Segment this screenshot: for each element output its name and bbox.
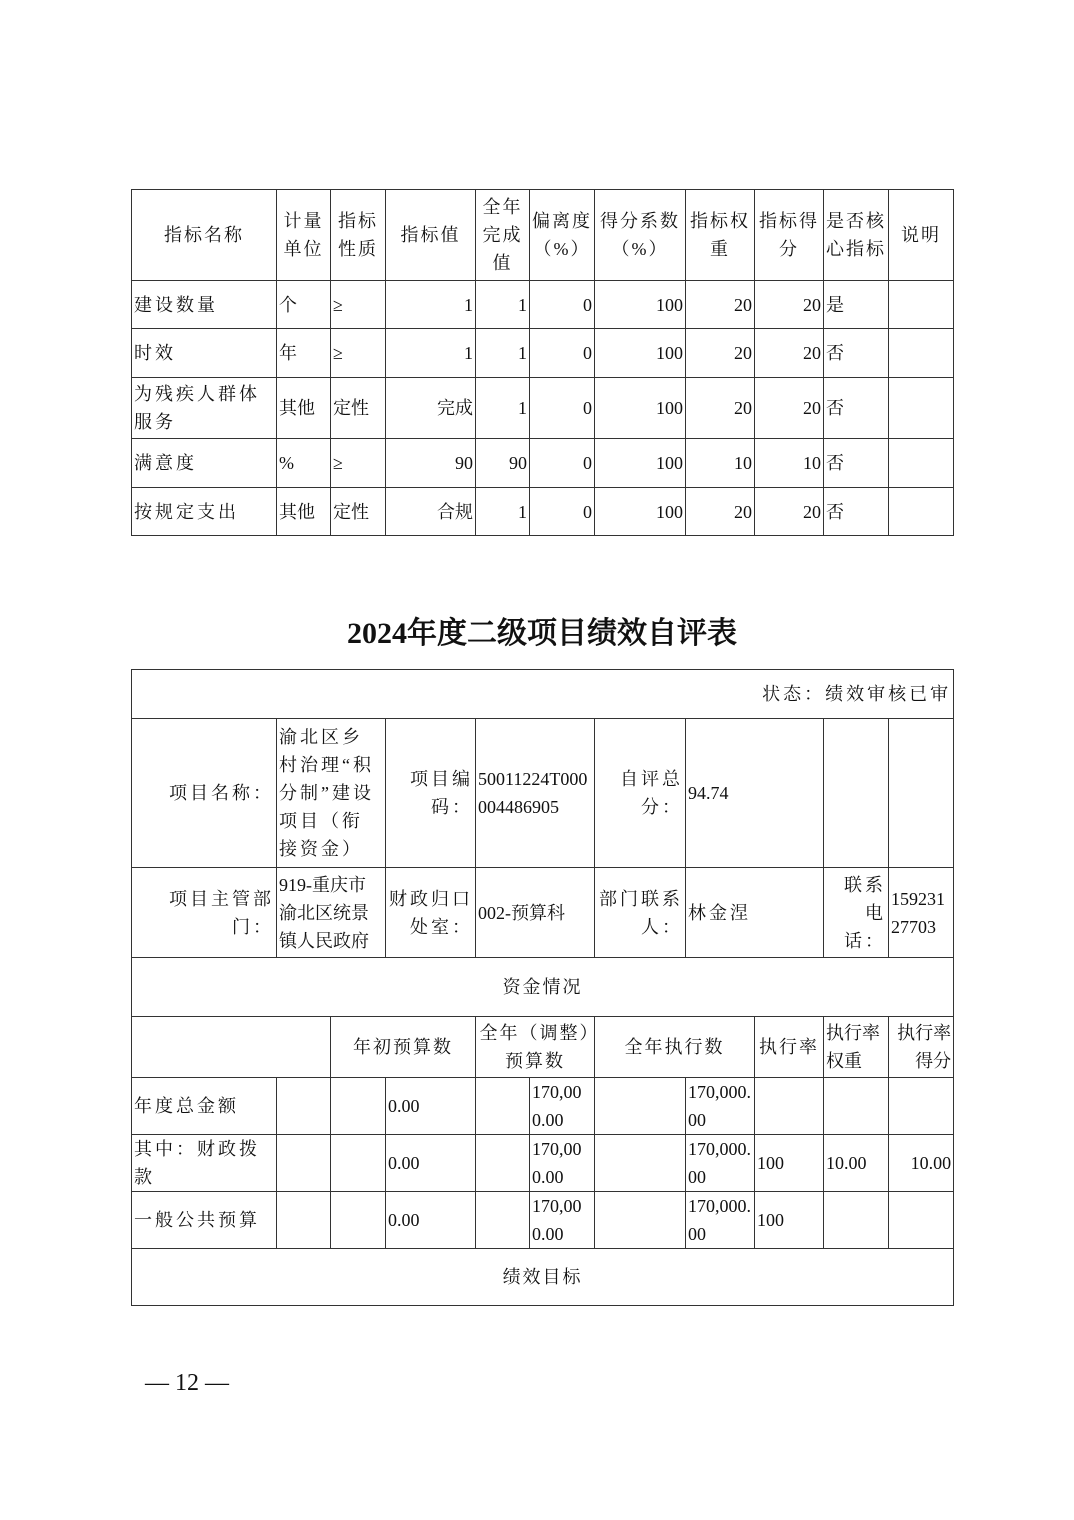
contact-value: 林金涅	[686, 868, 824, 958]
table-cell: 10	[755, 439, 824, 488]
table-cell: 20	[686, 378, 755, 439]
empty-cell	[331, 1135, 386, 1192]
funds-header: 全年（调整）预算数	[476, 1017, 595, 1078]
table-cell: 1	[476, 329, 530, 378]
column-header: 计量单位	[277, 190, 331, 281]
table-cell: 定性	[331, 378, 386, 439]
table-cell: 1	[476, 488, 530, 536]
table-cell: 否	[824, 439, 889, 488]
table-cell: 否	[824, 329, 889, 378]
table-cell: 1	[476, 281, 530, 329]
empty-cell	[595, 1078, 686, 1135]
executed-amount: 170,000.00	[686, 1135, 755, 1192]
project-name-label: 项目名称：	[132, 719, 277, 868]
table-cell: 1	[386, 329, 476, 378]
table-cell	[889, 329, 954, 378]
funds-header: 全年执行数	[595, 1017, 755, 1078]
table-cell: 否	[824, 378, 889, 439]
goals-section-header: 绩效目标	[132, 1249, 954, 1306]
rate-score: 10.00	[889, 1135, 954, 1192]
finance-office-label: 财政归口处室：	[386, 868, 476, 958]
empty-cell	[132, 1017, 331, 1078]
initial-budget: 0.00	[386, 1078, 476, 1135]
dept-value: 919-重庆市渝北区统景镇人民政府	[277, 868, 386, 958]
table-cell: 否	[824, 488, 889, 536]
empty-cell	[277, 1192, 331, 1249]
adjusted-budget: 170,000.00	[530, 1192, 595, 1249]
table-cell: 100	[595, 488, 686, 536]
funds-row	[132, 1192, 954, 1249]
table-cell: 0	[530, 439, 595, 488]
column-header: 指标值	[386, 190, 476, 281]
column-header: 偏离度（%）	[530, 190, 595, 281]
table-cell: 0	[530, 329, 595, 378]
table-cell: 0	[530, 378, 595, 439]
adjusted-budget: 170,000.00	[530, 1078, 595, 1135]
execution-rate: 100	[755, 1192, 824, 1249]
table-row	[132, 378, 954, 439]
table-cell: 1	[476, 378, 530, 439]
phone-label: 联系电话：	[824, 868, 889, 958]
table-cell	[889, 488, 954, 536]
table-cell: 20	[755, 488, 824, 536]
table-cell: ≥	[331, 329, 386, 378]
empty-cell	[824, 719, 889, 868]
table-cell: 年	[277, 329, 331, 378]
table-row	[132, 281, 954, 329]
table-cell: 是	[824, 281, 889, 329]
funds-header: 执行率权重	[824, 1017, 889, 1078]
table-cell: 100	[595, 378, 686, 439]
initial-budget: 0.00	[386, 1135, 476, 1192]
table-row	[132, 329, 954, 378]
funds-header: 年初预算数	[331, 1017, 476, 1078]
column-header: 是否核心指标	[824, 190, 889, 281]
table-cell: 合规	[386, 488, 476, 536]
execution-rate	[755, 1078, 824, 1135]
table-cell: 定性	[331, 488, 386, 536]
self-score-value: 94.74	[686, 719, 824, 868]
finance-office-value: 002-预算科	[476, 868, 595, 958]
funds-section-header: 资金情况	[132, 958, 954, 1017]
funds-row	[132, 1135, 954, 1192]
table-cell: 100	[595, 329, 686, 378]
table-cell: 20	[686, 488, 755, 536]
project-code-label: 项目编码：	[386, 719, 476, 868]
project-code-value: 50011224T000004486905	[476, 719, 595, 868]
page-title: 2024年度二级项目绩效自评表	[347, 617, 737, 650]
empty-cell	[277, 1078, 331, 1135]
table-cell	[889, 378, 954, 439]
table-cell: 为残疾人群体服务	[132, 378, 277, 439]
executed-amount: 170,000.00	[686, 1078, 755, 1135]
table-cell: 时效	[132, 329, 277, 378]
table-cell: 20	[755, 281, 824, 329]
table-cell: %	[277, 439, 331, 488]
header-row	[132, 190, 954, 281]
funds-header: 执行率得分	[889, 1017, 954, 1078]
funds-row	[132, 1078, 954, 1135]
table-cell: ≥	[331, 439, 386, 488]
adjusted-budget: 170,000.00	[530, 1135, 595, 1192]
empty-cell	[476, 1192, 530, 1249]
table-cell: 1	[386, 281, 476, 329]
table-cell: 其他	[277, 378, 331, 439]
table-cell: 20	[686, 329, 755, 378]
rate-weight	[824, 1192, 889, 1249]
table-cell: 20	[755, 329, 824, 378]
table-cell	[889, 439, 954, 488]
table-cell: ≥	[331, 281, 386, 329]
table-cell: 100	[595, 439, 686, 488]
status-text: 状态：绩效审核已审	[132, 670, 954, 719]
empty-cell	[277, 1135, 331, 1192]
empty-cell	[595, 1192, 686, 1249]
executed-amount: 170,000.00	[686, 1192, 755, 1249]
table-cell: 个	[277, 281, 331, 329]
table-cell: 20	[686, 281, 755, 329]
column-header: 说明	[889, 190, 954, 281]
table-cell	[889, 281, 954, 329]
table-row	[132, 439, 954, 488]
phone-value: 15923127703	[889, 868, 954, 958]
rate-weight: 10.00	[824, 1135, 889, 1192]
table-cell: 满意度	[132, 439, 277, 488]
page-number: — 12 —	[145, 1370, 229, 1396]
project-name-value: 渝北区乡村治理“积分制”建设项目（衔接资金）	[277, 719, 386, 868]
column-header: 得分系数（%）	[595, 190, 686, 281]
funds-row-label: 一般公共预算	[132, 1192, 277, 1249]
empty-cell	[476, 1135, 530, 1192]
table-cell: 100	[595, 281, 686, 329]
evaluation-table	[131, 669, 954, 1306]
table-cell: 10	[686, 439, 755, 488]
rate-score	[889, 1078, 954, 1135]
rate-score	[889, 1192, 954, 1249]
column-header: 指标名称	[132, 190, 277, 281]
column-header: 指标权重	[686, 190, 755, 281]
rate-weight	[824, 1078, 889, 1135]
column-header: 指标得分	[755, 190, 824, 281]
indicator-table	[131, 189, 954, 536]
table-row	[132, 488, 954, 536]
empty-cell	[476, 1078, 530, 1135]
funds-row-label: 年度总金额	[132, 1078, 277, 1135]
table-cell: 20	[755, 378, 824, 439]
table-cell: 其他	[277, 488, 331, 536]
table-cell: 90	[386, 439, 476, 488]
empty-cell	[889, 719, 954, 868]
self-score-label: 自评总分：	[595, 719, 686, 868]
initial-budget: 0.00	[386, 1192, 476, 1249]
table-cell: 0	[530, 281, 595, 329]
execution-rate: 100	[755, 1135, 824, 1192]
table-cell: 建设数量	[132, 281, 277, 329]
funds-row-label: 其中：财政拨款	[132, 1135, 277, 1192]
column-header: 全年完成值	[476, 190, 530, 281]
empty-cell	[331, 1192, 386, 1249]
dept-label: 项目主管部门：	[132, 868, 277, 958]
table-cell: 完成	[386, 378, 476, 439]
table-cell: 90	[476, 439, 530, 488]
funds-header: 执行率	[755, 1017, 824, 1078]
contact-label: 部门联系人：	[595, 868, 686, 958]
table-cell: 按规定支出	[132, 488, 277, 536]
column-header: 指标性质	[331, 190, 386, 281]
table-cell: 0	[530, 488, 595, 536]
empty-cell	[595, 1135, 686, 1192]
empty-cell	[331, 1078, 386, 1135]
